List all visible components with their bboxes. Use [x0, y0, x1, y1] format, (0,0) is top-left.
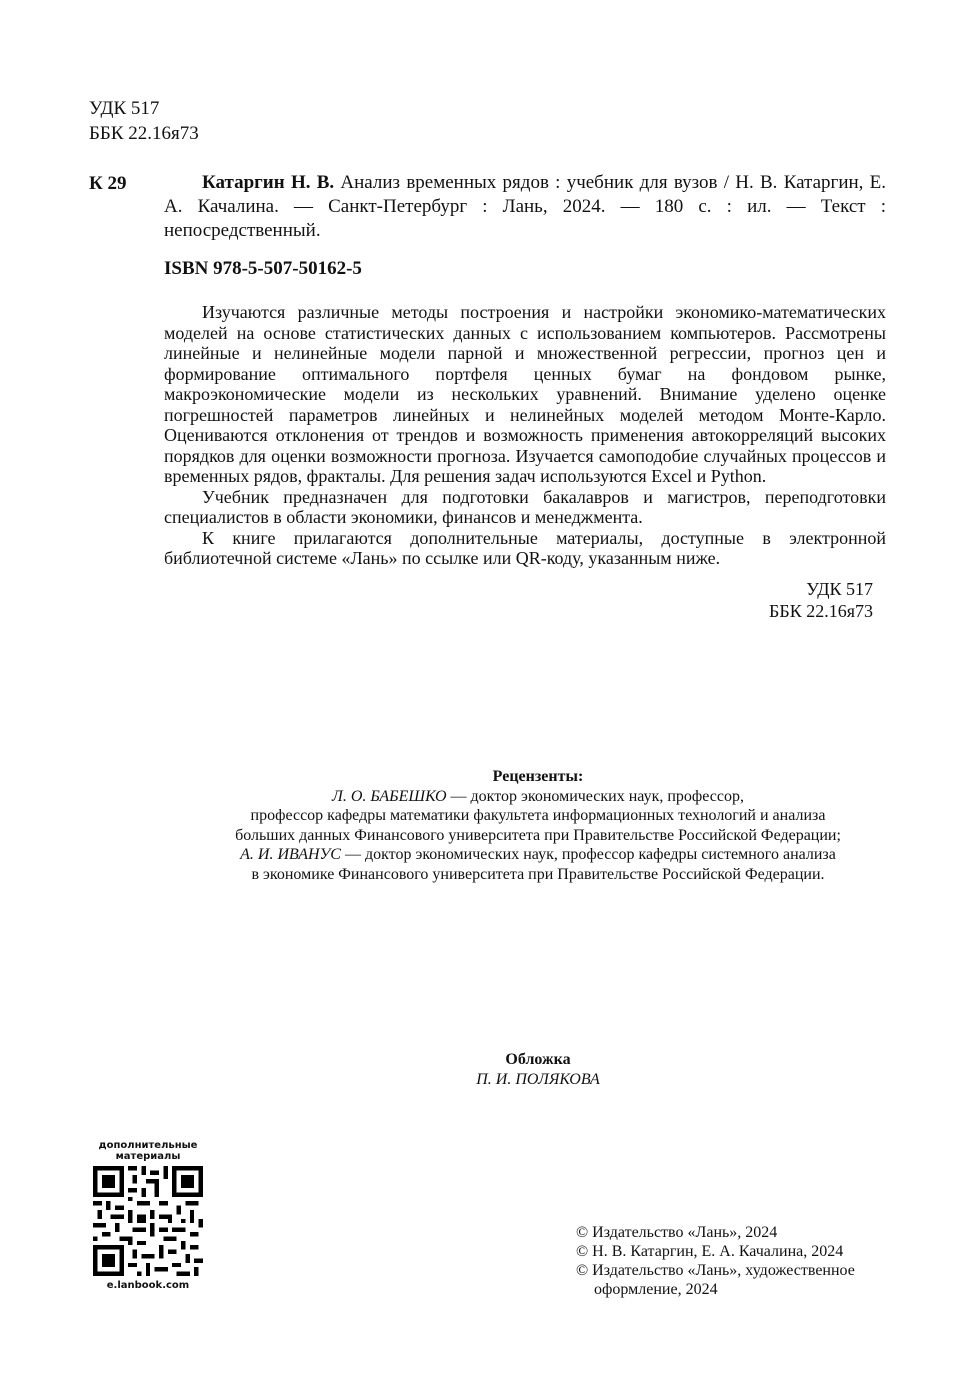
- annotation-paragraph: Учебник предназначен для подготовки бакалавров и магистров, переподготовки специалистов в области экономики, финансов и менеджмента.: [164, 486, 886, 527]
- reviewers-heading: Рецензенты:: [492, 768, 584, 785]
- reviewer-2-affiliation: в экономике Финансового университета при Правительстве Российской Федерации.: [251, 865, 825, 883]
- copyright-block: [576, 1223, 855, 1299]
- author-name: Катаргин Н. В.: [202, 172, 335, 193]
- udk-code: УДК 517: [89, 98, 160, 119]
- reviewer-1-position: профессор кафедры математики факультета информационных технологий и анализа: [250, 807, 826, 824]
- reviewer-1-affiliation: больших данных Финансового университета при Правительстве Российской Федерации;: [235, 826, 841, 844]
- cover-heading: Обложка: [505, 1051, 571, 1068]
- bibliographic-record: [164, 171, 886, 243]
- copyright-line: © Н. В. Катаргин, Е. А. Качалина, 2024: [576, 1243, 844, 1260]
- reviewers-block: [150, 767, 926, 884]
- annotation-paragraph: Изучаются различные методы построения и настройки экономико-математических моделей на основе статистических данных с использованием компьютеров. Рассмотрены линейные и нелинейные модели парной и множественной регрессии, прогноз цен и формирование оптимального портфеля ценных бумаг на фондовом рынке, макроэкономические модели из нескольких уравнений. Внимание уделено оценке погрешностей параметров линейных и нелинейных моделей методом Монте-Карло. Оцениваются отклонения от трендов и возможность применения автокорреляций высоких порядков для оценки возможности прогноза. Изучается самоподобие случайных процессов и временных рядов, фракталы. Для решения задач используются Excel и Python.: [164, 302, 886, 486]
- annotation: [164, 302, 886, 569]
- qr-block: [92, 1140, 204, 1291]
- classification-codes: [89, 96, 199, 146]
- reviewer-2-title: — доктор экономических наук, профессор кафедры системного анализа: [340, 846, 836, 863]
- qr-caption-line1: дополнительные: [98, 1140, 198, 1151]
- qr-url[interactable]: e.lanbook.com: [106, 1280, 190, 1291]
- classification-codes-right: [740, 578, 873, 622]
- qr-code-icon[interactable]: [93, 1166, 203, 1276]
- reviewer-1-name: Л. О. БАБЕШКО: [332, 787, 447, 805]
- reviewer-2-name: А. И. ИВАНУС: [240, 846, 341, 863]
- bibliographic-description: Анализ временных рядов : учебник для вузов / Н. В. Катаргин, Е. А. Качалина. — Санкт-Петербург : Лань, 2024. — 180 с. : ил. — Текст : непосредственный.: [164, 172, 887, 241]
- copyright-line: оформление, 2024: [594, 1281, 718, 1298]
- isbn: ISBN 978-5-507-50162-5: [164, 258, 362, 279]
- author-mark: К 29: [89, 173, 127, 194]
- bbk-code-right: ББК 22.16я73: [769, 601, 873, 621]
- annotation-paragraph: К книге прилагаются дополнительные материалы, доступные в электронной библиотечной системе «Лань» по ссылке или QR-коду, указанным ниже.: [164, 527, 886, 568]
- copyright-line: © Издательство «Лань», 2024: [576, 1224, 778, 1241]
- bbk-code: ББК 22.16я73: [89, 123, 199, 144]
- copyright-line: © Издательство «Лань», художественное: [576, 1262, 855, 1279]
- cover-credit: [400, 1050, 676, 1090]
- qr-caption-line2: материалы: [115, 1151, 181, 1162]
- cover-designer: П. И. ПОЛЯКОВА: [476, 1071, 600, 1088]
- reviewer-1-title: — доктор экономических наук, профессор,: [446, 787, 744, 805]
- udk-code-right: УДК 517: [806, 579, 873, 599]
